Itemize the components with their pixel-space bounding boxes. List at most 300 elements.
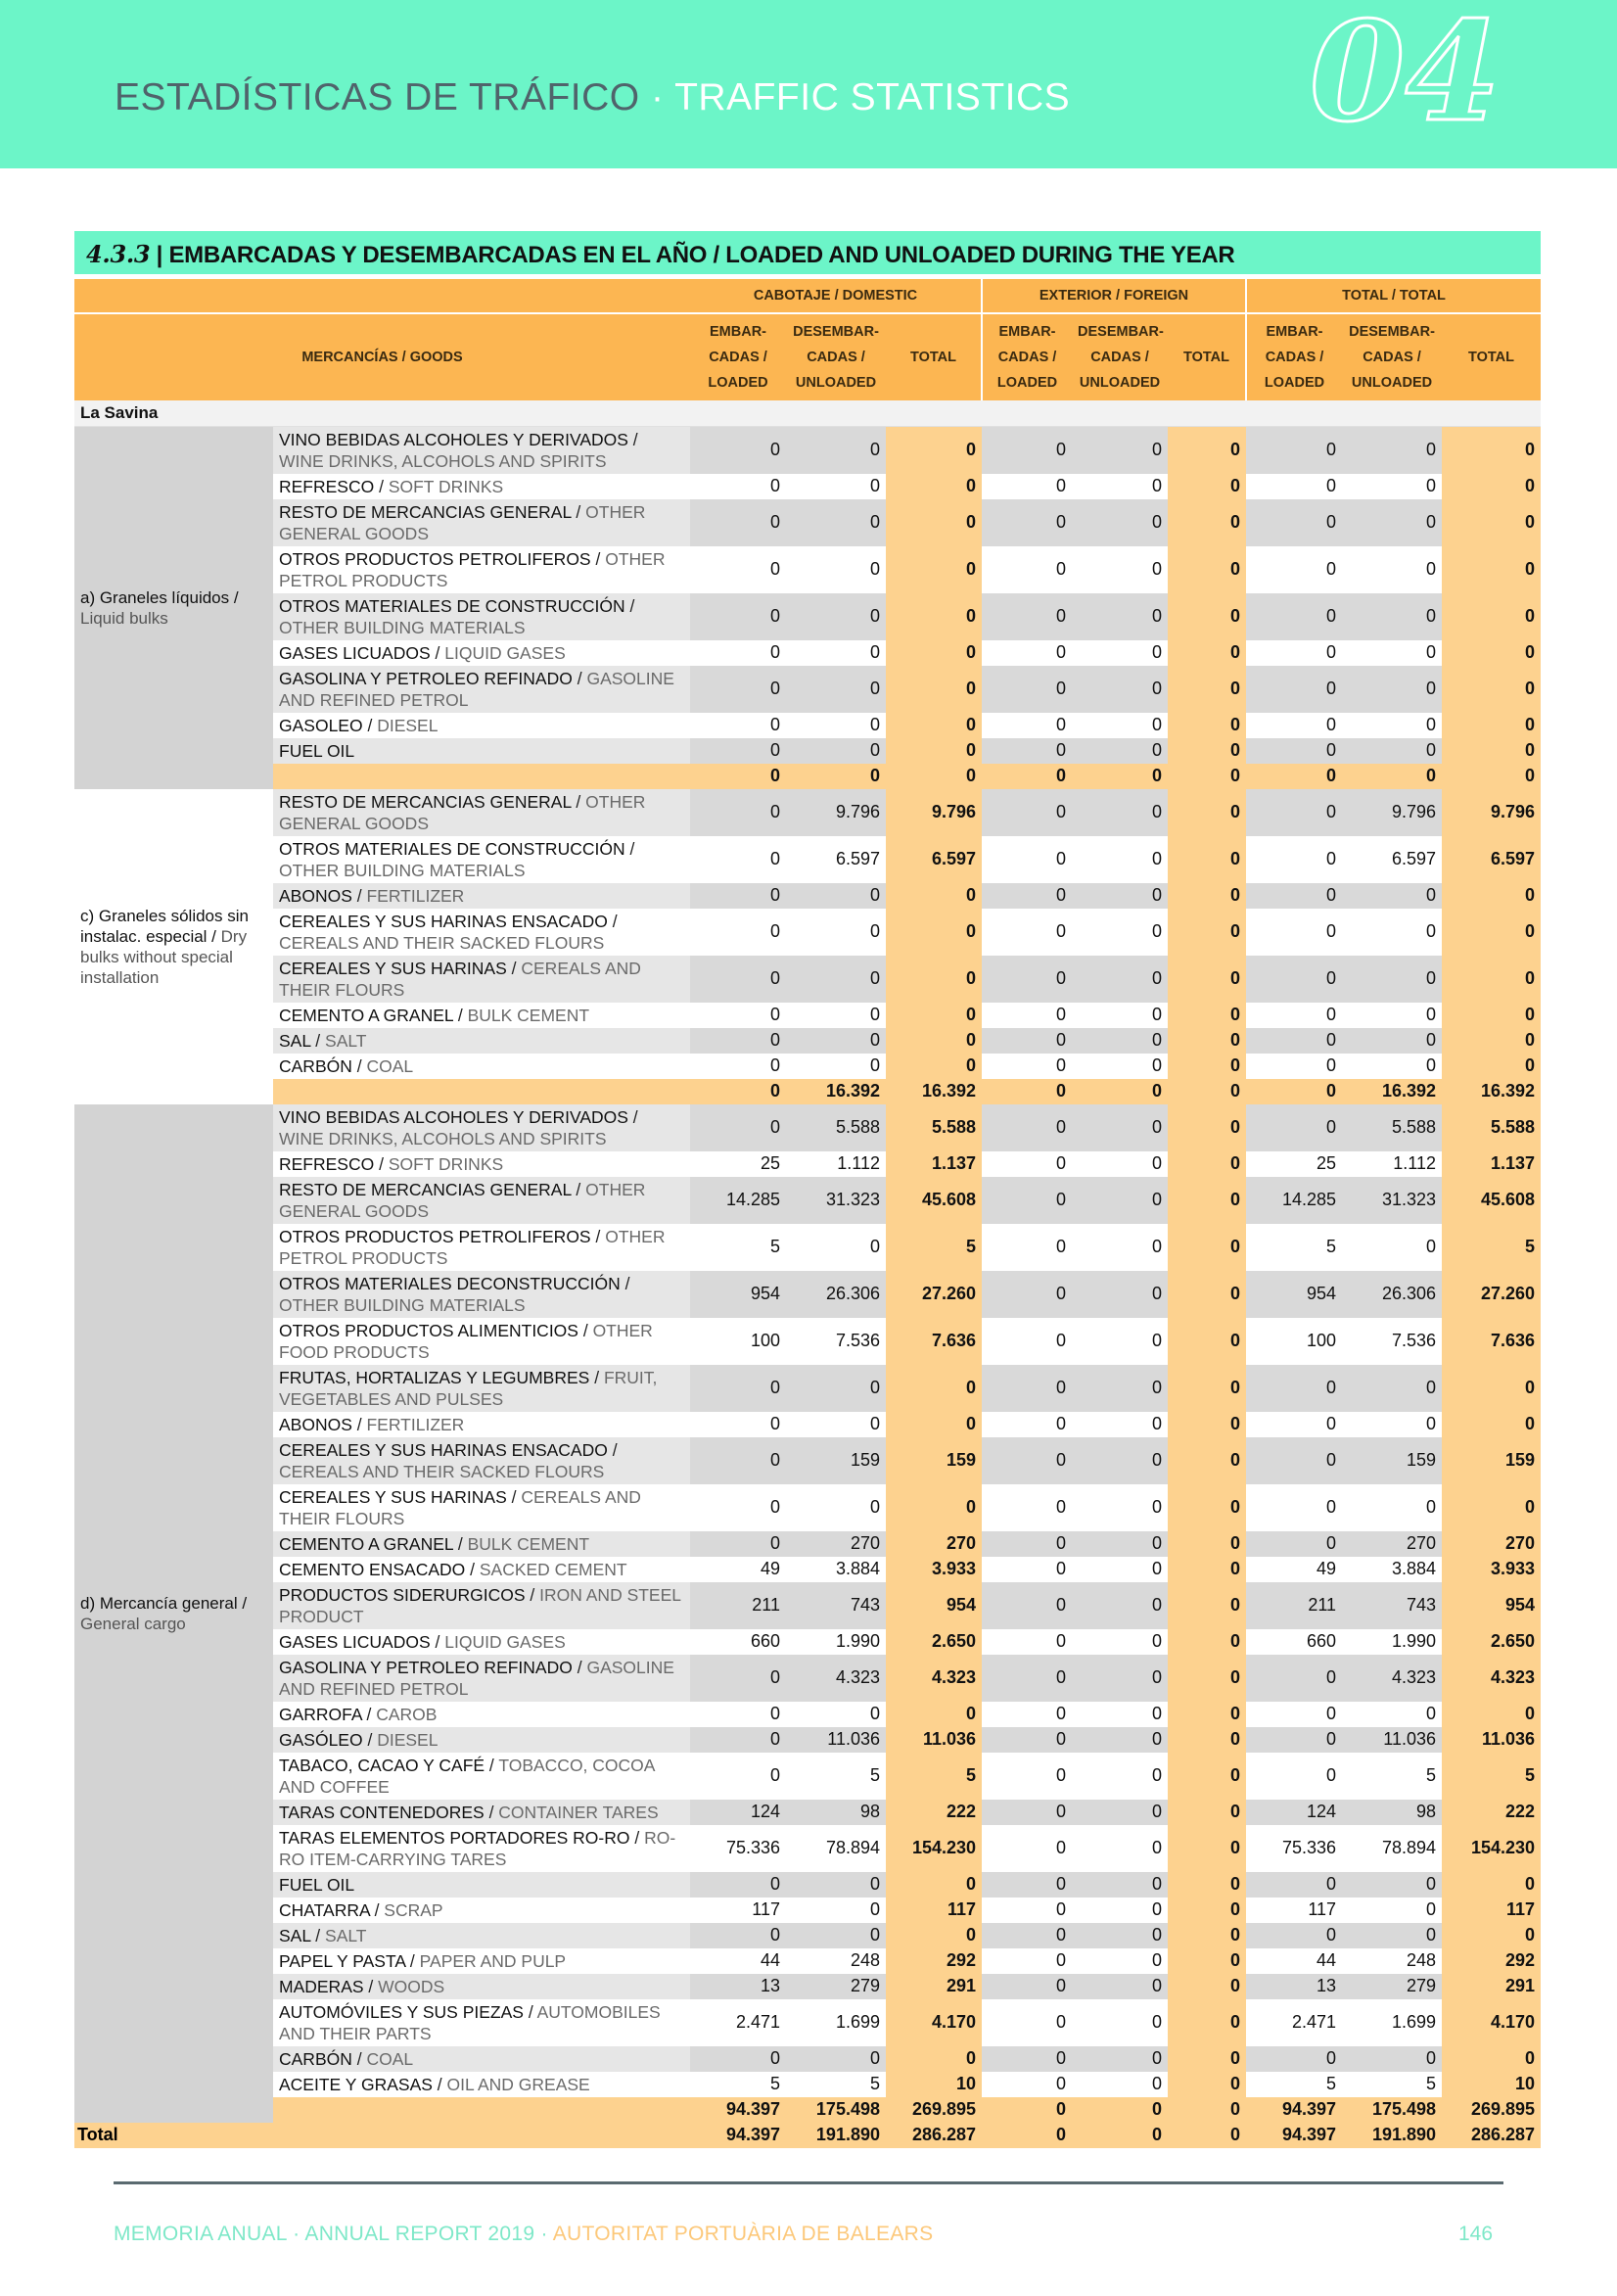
goods-name-es: TABACO, CACAO Y CAFÉ [279,1755,485,1775]
table-row [74,1028,1541,1054]
value-cell: 0 [982,909,1072,956]
value-cell: 0 [690,2046,786,2072]
value-cell: 0 [982,1177,1072,1224]
goods-name: OTROS MATERIALES DE CONSTRUCCIÓN / OTHER BUILDING MATERIALS [273,593,690,640]
subtotal-cell: 0 [1168,2097,1246,2123]
goods-name-en: FERTILIZER [366,885,465,906]
subtotal-cell: 0 [982,2097,1072,2123]
header-title-es: ESTADÍSTICAS DE TRÁFICO [115,76,640,118]
value-cell: 1.990 [1342,1629,1442,1655]
value-cell: 0 [690,1437,786,1484]
header-column-line: LOADED [1264,375,1325,391]
header-column-line: TOTAL [910,350,956,365]
value-cell: 14.285 [690,1177,786,1224]
value-cell: 5 [786,1753,886,1800]
value-cell: 0 [886,1702,982,1727]
goods-name-en: OTHER BUILDING MATERIALS [279,1294,526,1315]
value-cell: 159 [1442,1437,1541,1484]
goods-name: RESTO DE MERCANCIAS GENERAL / OTHER GENERAL GOODS [273,1177,690,1224]
section-title-bar [74,231,1541,274]
table-row [74,1484,1541,1531]
value-cell: 117 [1246,1898,1342,1923]
cargo-group-label-en: General cargo [80,1614,186,1633]
value-cell: 0 [1072,1702,1168,1727]
value-cell: 0 [690,1365,786,1412]
value-cell: 0 [1442,546,1541,593]
goods-name-es: CHATARRA [279,1899,370,1920]
value-cell: 0 [690,956,786,1003]
value-cell: 0 [1342,1365,1442,1412]
value-cell: 117 [886,1898,982,1923]
value-cell: 0 [1072,713,1168,738]
value-cell: 26.306 [1342,1271,1442,1318]
value-cell: 0 [690,499,786,546]
goods-name: CHATARRA / SCRAP [273,1898,690,1923]
value-cell: 0 [982,713,1072,738]
header-column-unloaded [1342,313,1442,400]
value-cell: 5 [690,2072,786,2097]
goods-name-en: SALT [325,1030,367,1051]
value-cell: 98 [786,1800,886,1825]
table-row [74,909,1541,956]
header-goods: MERCANCÍAS / GOODS [74,313,690,400]
value-cell: 0 [1342,1898,1442,1923]
value-cell: 0 [1168,1531,1246,1557]
value-cell: 6.597 [886,836,982,883]
value-cell: 9.796 [1442,789,1541,836]
value-cell: 0 [1072,1271,1168,1318]
header-blank [74,279,690,313]
value-cell: 0 [982,666,1072,713]
value-cell: 5 [1442,1224,1541,1271]
table-row [74,1800,1541,1825]
value-cell: 1.112 [786,1151,886,1177]
value-cell: 0 [1168,1999,1246,2046]
value-cell: 0 [1442,1484,1541,1531]
value-cell: 0 [982,1753,1072,1800]
value-cell: 0 [1072,2072,1168,2097]
header-column-line: DESEMBAR- [793,324,879,340]
table-row [74,956,1541,1003]
value-cell: 0 [1072,1898,1168,1923]
goods-name: CARBÓN / COAL [273,2046,690,2072]
value-cell: 0 [1342,474,1442,499]
goods-name-es: CEREALES Y SUS HARINAS [279,1486,507,1507]
goods-name-es: GASOLINA Y PETROLEO REFINADO [279,1657,573,1677]
value-cell: 0 [1442,1054,1541,1079]
table-row [74,666,1541,713]
header-column-loaded [1246,313,1342,400]
value-cell: 0 [1246,1412,1342,1437]
table-header-columns [74,313,1541,400]
value-cell: 0 [1168,1151,1246,1177]
goods-name: GARROFA / CAROB [273,1702,690,1727]
value-cell: 0 [690,713,786,738]
value-cell: 0 [982,1727,1072,1753]
value-cell: 279 [1342,1974,1442,1999]
value-cell: 124 [1246,1800,1342,1825]
value-cell: 0 [1342,593,1442,640]
value-cell: 5 [786,2072,886,2097]
value-cell: 0 [1246,1365,1342,1412]
value-cell: 10 [886,2072,982,2097]
subtotal-cell: 0 [786,764,886,789]
value-cell: 0 [1442,1872,1541,1898]
value-cell: 0 [1246,789,1342,836]
value-cell: 0 [982,1365,1072,1412]
cargo-group-label-es: d) Mercancía general / [80,1593,248,1613]
goods-name-en: PAPER AND PULP [419,1950,567,1971]
value-cell: 5 [1246,1224,1342,1271]
value-cell: 0 [1168,1655,1246,1702]
value-cell: 5.588 [1442,1104,1541,1151]
value-cell: 0 [886,909,982,956]
goods-name-en: CAROB [376,1704,438,1724]
value-cell: 3.884 [1342,1557,1442,1582]
goods-name-en: CEREALS AND THEIR SACKED FLOURS [279,932,605,953]
goods-name: ACEITE Y GRASAS / OIL AND GREASE [273,2072,690,2097]
value-cell: 0 [1442,883,1541,909]
goods-name-es: AUTOMÓVILES Y SUS PIEZAS [279,2001,524,2022]
value-cell: 291 [886,1974,982,1999]
value-cell: 0 [1342,546,1442,593]
value-cell: 0 [1072,1437,1168,1484]
footer-divider [114,2181,1503,2184]
value-cell: 0 [1072,883,1168,909]
value-cell: 0 [1246,2046,1342,2072]
value-cell: 0 [886,1484,982,1531]
value-cell: 11.036 [886,1727,982,1753]
value-cell: 660 [690,1629,786,1655]
value-cell: 0 [982,1531,1072,1557]
header-column-line: TOTAL [1183,350,1229,365]
goods-name: TARAS CONTENEDORES / CONTAINER TARES [273,1800,690,1825]
value-cell: 5 [1442,1753,1541,1800]
value-cell: 0 [886,1872,982,1898]
value-cell: 292 [1442,1948,1541,1974]
value-cell: 0 [1246,593,1342,640]
value-cell: 0 [982,593,1072,640]
value-cell: 0 [886,640,982,666]
goods-name-es: RESTO DE MERCANCIAS GENERAL [279,1179,572,1199]
goods-name-en: DIESEL [377,715,439,735]
subtotal-cell: 175.498 [786,2097,886,2123]
value-cell: 0 [1072,593,1168,640]
value-cell: 0 [982,1923,1072,1948]
value-cell: 0 [1168,738,1246,764]
value-cell: 0 [1072,1999,1168,2046]
goods-name [273,1872,690,1898]
value-cell: 0 [1168,1437,1246,1484]
section-title [86,240,1234,269]
value-cell: 0 [786,1003,886,1028]
table-row [74,499,1541,546]
goods-name-es: OTROS PRODUCTOS ALIMENTICIOS [279,1320,578,1340]
value-cell: 0 [1168,1412,1246,1437]
value-cell: 0 [886,1365,982,1412]
value-cell: 4.170 [1442,1999,1541,2046]
subtotal-cell: 0 [690,764,786,789]
table-row [74,1104,1541,1151]
header-column-line: CADAS / [1265,350,1324,365]
value-cell: 0 [1246,1484,1342,1531]
goods-name-es: RESTO DE MERCANCIAS GENERAL [279,791,572,812]
value-cell: 0 [690,593,786,640]
value-cell: 0 [1072,2046,1168,2072]
goods-name-es: GARROFA [279,1704,362,1724]
value-cell: 0 [786,546,886,593]
goods-name-en: FRUIT, VEGETABLES AND PULSES [279,1367,658,1409]
goods-name-es: GASOLEO [279,715,363,735]
header-column-line: UNLOADED [795,375,877,391]
value-cell: 0 [982,1629,1072,1655]
header-title [115,76,1070,119]
value-cell: 0 [886,713,982,738]
value-cell: 0 [1168,1753,1246,1800]
value-cell: 0 [690,1702,786,1727]
value-cell: 0 [1072,1974,1168,1999]
value-cell: 0 [1168,1898,1246,1923]
value-cell: 0 [982,1054,1072,1079]
goods-name: RESTO DE MERCANCIAS GENERAL / OTHER GENERAL GOODS [273,789,690,836]
value-cell: 0 [982,738,1072,764]
goods-name: OTROS MATERIALES DECONSTRUCCIÓN / OTHER BUILDING MATERIALS [273,1271,690,1318]
value-cell: 49 [690,1557,786,1582]
header-column-line: LOADED [708,375,768,391]
goods-name-en: RO-RO ITEM-CARRYING TARES [279,1827,676,1869]
value-cell: 5 [886,1753,982,1800]
table-row [74,1531,1541,1557]
value-cell: 0 [982,1151,1072,1177]
table-body [74,400,1541,2148]
value-cell: 4.323 [1342,1655,1442,1702]
value-cell: 0 [690,789,786,836]
goods-name-es: ABONOS [279,885,352,906]
value-cell: 0 [1072,427,1168,474]
table-row [74,883,1541,909]
header-column-loaded [982,313,1072,400]
goods-name: OTROS PRODUCTOS PETROLIFEROS / OTHER PETROL PRODUCTS [273,546,690,593]
goods-name-es: VINO BEBIDAS ALCOHOLES Y DERIVADOS [279,1106,628,1127]
value-cell: 0 [690,1028,786,1054]
goods-name-en: OTHER BUILDING MATERIALS [279,860,526,880]
value-cell: 0 [982,1003,1072,1028]
value-cell: 4.170 [886,1999,982,2046]
grand-total-cell: 94.397 [1246,2123,1342,2148]
value-cell: 0 [886,1003,982,1028]
goods-name-en: IRON AND STEEL PRODUCT [279,1584,681,1626]
header-group-total: TOTAL / TOTAL [1246,279,1541,313]
value-cell: 2.471 [1246,1999,1342,2046]
cargo-group-label-en: Dry bulks without special installation [80,926,248,987]
goods-name-es: REFRESCO [279,1153,375,1174]
value-cell: 270 [1342,1531,1442,1557]
value-cell: 5.588 [786,1104,886,1151]
value-cell: 75.336 [690,1825,786,1872]
value-cell: 0 [1168,1629,1246,1655]
value-cell: 248 [1342,1948,1442,1974]
table-row [74,1629,1541,1655]
table-row [74,474,1541,499]
value-cell: 0 [982,1582,1072,1629]
goods-name: GASOLINA Y PETROLEO REFINADO / GASOLINE AND REFINED PETROL [273,1655,690,1702]
goods-name-en: LIQUID GASES [444,642,566,663]
value-cell: 7.636 [1442,1318,1541,1365]
value-cell: 0 [1072,640,1168,666]
value-cell: 2.471 [690,1999,786,2046]
value-cell: 0 [886,1923,982,1948]
value-cell: 0 [886,883,982,909]
goods-name-es: CEMENTO ENSACADO [279,1559,466,1579]
value-cell: 0 [690,1753,786,1800]
value-cell: 0 [1442,640,1541,666]
goods-name-es: MADERAS [279,1976,364,1996]
value-cell: 0 [982,2072,1072,2097]
value-cell: 0 [886,2046,982,2072]
value-cell: 0 [1072,474,1168,499]
grand-total-cell: 0 [1072,2123,1168,2148]
goods-name-es: GASOLINA Y PETROLEO REFINADO [279,668,573,688]
subtotal-cell: 0 [982,764,1072,789]
value-cell: 0 [690,738,786,764]
value-cell: 0 [1342,883,1442,909]
value-cell: 49 [1246,1557,1342,1582]
value-cell: 0 [1342,499,1442,546]
header-group-foreign: EXTERIOR / FOREIGN [982,279,1246,313]
value-cell: 5.588 [1342,1104,1442,1151]
value-cell: 1.112 [1342,1151,1442,1177]
header-column-line: EMBAR- [998,324,1056,340]
value-cell: 4.323 [886,1655,982,1702]
goods-name-es: PAPEL Y PASTA [279,1950,406,1971]
table-row [74,1054,1541,1079]
value-cell: 0 [1168,1271,1246,1318]
value-cell: 0 [1246,1655,1342,1702]
value-cell: 0 [1246,666,1342,713]
value-cell: 0 [1168,474,1246,499]
value-cell: 124 [690,1800,786,1825]
value-cell: 0 [1246,1104,1342,1151]
value-cell: 0 [690,1412,786,1437]
value-cell: 0 [1072,1629,1168,1655]
table-row [74,1923,1541,1948]
goods-name: CEREALES Y SUS HARINAS / CEREALS AND THEIR FLOURS [273,1484,690,1531]
value-cell: 0 [1342,1028,1442,1054]
value-cell: 2.650 [1442,1629,1541,1655]
grand-total-label: Total [74,2123,690,2148]
table-row [74,1702,1541,1727]
subtotal-cell: 0 [1168,1079,1246,1104]
value-cell: 0 [690,1484,786,1531]
goods-name-es: OTROS PRODUCTOS PETROLIFEROS [279,1226,591,1246]
value-cell: 1.699 [1342,1999,1442,2046]
value-cell: 0 [786,499,886,546]
value-cell: 44 [690,1948,786,1974]
value-cell: 0 [1072,1224,1168,1271]
goods-name: SAL / SALT [273,1923,690,1948]
port-row [74,400,1541,427]
cargo-group-label-es: a) Graneles líquidos / [80,587,239,607]
value-cell: 0 [690,640,786,666]
value-cell: 0 [1168,909,1246,956]
goods-name-es: OTROS MATERIALES DE CONSTRUCCIÓN [279,838,625,859]
value-cell: 31.323 [786,1177,886,1224]
value-cell: 0 [1168,1727,1246,1753]
table-row [74,836,1541,883]
value-cell: 45.608 [1442,1177,1541,1224]
value-cell: 0 [1442,1412,1541,1437]
value-cell: 0 [1246,713,1342,738]
value-cell: 159 [786,1437,886,1484]
value-cell: 0 [1246,909,1342,956]
goods-name-en: OTHER GENERAL GOODS [279,1179,646,1221]
value-cell: 0 [690,836,786,883]
value-cell: 0 [1342,956,1442,1003]
subtotal-cell: 0 [1072,764,1168,789]
value-cell: 25 [690,1151,786,1177]
subtotal-cell: 0 [982,1079,1072,1104]
value-cell: 117 [690,1898,786,1923]
goods-name: AUTOMÓVILES Y SUS PIEZAS / AUTOMOBILES AND THEIR PARTS [273,1999,690,2046]
goods-name: PAPEL Y PASTA / PAPER AND PULP [273,1948,690,1974]
value-cell: 0 [1168,1825,1246,1872]
value-cell: 0 [1168,1054,1246,1079]
goods-name: GASOLINA Y PETROLEO REFINADO / GASOLINE AND REFINED PETROL [273,666,690,713]
value-cell: 154.230 [886,1825,982,1872]
value-cell: 0 [982,546,1072,593]
value-cell: 0 [1342,666,1442,713]
table-header-groups [74,279,1541,313]
subtotal-cell: 175.498 [1342,2097,1442,2123]
value-cell: 1.137 [1442,1151,1541,1177]
goods-name: ABONOS / FERTILIZER [273,1412,690,1437]
value-cell: 0 [1246,427,1342,474]
header-column-line: CADAS / [997,350,1057,365]
value-cell: 0 [1168,2046,1246,2072]
value-cell: 159 [1342,1437,1442,1484]
table-row [74,1872,1541,1898]
value-cell: 0 [1246,546,1342,593]
subtotal-label [273,764,690,789]
table-row [74,2072,1541,2097]
goods-name-es: FUEL OIL [279,740,355,761]
cargo-group-label [74,427,273,789]
value-cell: 0 [982,474,1072,499]
value-cell: 0 [786,1872,886,1898]
value-cell: 0 [1168,666,1246,713]
goods-name: RESTO DE MERCANCIAS GENERAL / OTHER GENERAL GOODS [273,499,690,546]
value-cell: 11.036 [1342,1727,1442,1753]
value-cell: 0 [982,1800,1072,1825]
subtotal-cell: 269.895 [886,2097,982,2123]
goods-name-en: OTHER GENERAL GOODS [279,791,646,833]
value-cell: 0 [982,1898,1072,1923]
value-cell: 5 [1342,2072,1442,2097]
value-cell: 0 [786,593,886,640]
goods-name-en: SALT [325,1925,367,1945]
value-cell: 0 [982,640,1072,666]
value-cell: 6.597 [1442,836,1541,883]
value-cell: 0 [1442,499,1541,546]
value-cell: 0 [886,666,982,713]
table-row [74,640,1541,666]
value-cell: 5 [1342,1753,1442,1800]
value-cell: 0 [1342,909,1442,956]
goods-name-es: ACEITE Y GRASAS [279,2074,433,2094]
goods-name-es: CEREALES Y SUS HARINAS ENSACADO [279,1439,608,1460]
header-column-loaded [690,313,786,400]
value-cell: 0 [1442,713,1541,738]
